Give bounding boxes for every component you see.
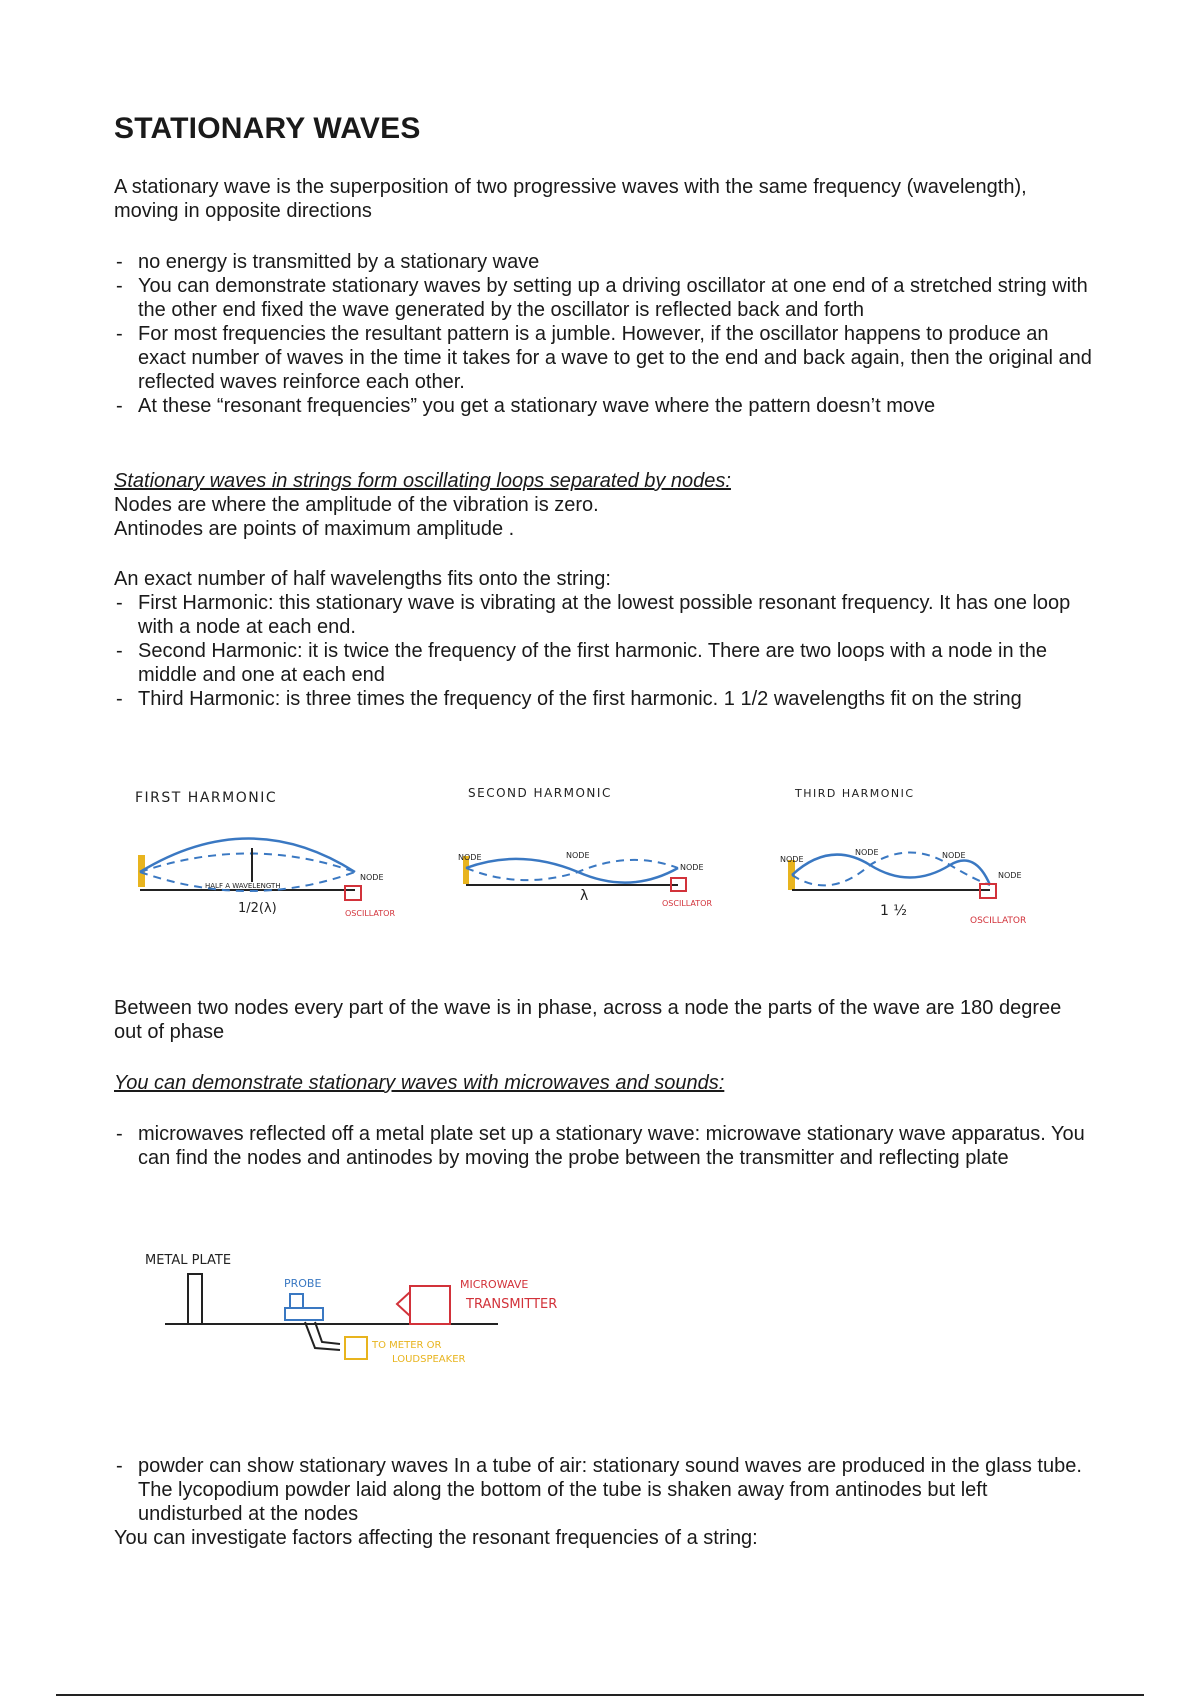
intro-paragraph: A stationary wave is the superposition of two progressive waves with the same frequency (wavelength), moving in opposite directions (114, 176, 1027, 222)
lambda-label: λ (580, 888, 589, 904)
node-label: NODE (780, 855, 804, 864)
harmonics-list (114, 591, 1094, 711)
wave-loop-solid (140, 839, 355, 873)
investigate-text: You can investigate factors affecting the resonant frequencies of a string: (114, 1527, 758, 1549)
probe-cable (305, 1322, 340, 1350)
node-label: NODE (680, 863, 704, 872)
wave-loop-solid (466, 859, 678, 883)
subheading-loops: Stationary waves in strings form oscillating loops separated by nodes: (114, 470, 731, 492)
oscillator-box (345, 886, 361, 900)
meter-label-line2: LOUDSPEAKER (392, 1354, 466, 1365)
half-lambda-label: 1/2(λ) (238, 901, 277, 916)
metal-plate (188, 1274, 202, 1324)
properties-list (114, 250, 1094, 418)
list-item: - no energy is transmitted by a stationary wave (114, 250, 1094, 274)
one-half-label: 1 ½ (880, 903, 907, 919)
first-harmonic-title: FIRST HARMONIC (135, 790, 278, 806)
harmonics-sketch (0, 760, 1200, 940)
node-label: NODE (855, 848, 879, 857)
oscillator-label: OSCILLATOR (970, 916, 1027, 926)
transmitter-box (410, 1286, 450, 1324)
list-item: - powder can show stationary waves In a tube of air: stationary sound waves are produced in the glass tube. The lycopodium powder laid along the bottom of the tube is shaken away from antinodes but left undisturbed at the nodes (114, 1454, 1094, 1526)
phase-paragraph: Between two nodes every part of the wave is in phase, across a node the parts of the wave are 180 degree out of phase (114, 997, 1062, 1043)
metal-plate-label: METAL PLATE (145, 1253, 232, 1268)
fixed-end-marker (788, 860, 795, 890)
oscillator-label: OSCILLATOR (662, 899, 713, 908)
meter-box (345, 1337, 367, 1359)
page-footer-rule (56, 1694, 1144, 1696)
probe-label: PROBE (284, 1277, 322, 1290)
probe-base (285, 1308, 323, 1320)
microwave-apparatus-sketch (0, 1238, 1200, 1388)
meter-label-line1: TO METER OR (372, 1340, 442, 1351)
half-wavelengths-text: An exact number of half wavelengths fits onto the string: (114, 568, 611, 590)
list-item: - First Harmonic: this stationary wave is vibrating at the lowest possible resonant frequency. It has one loop with a node at each end. (114, 591, 1094, 639)
nodes-definition: Nodes are where the amplitude of the vibration is zero. (114, 494, 599, 516)
third-harmonic-title: THIRD HARMONIC (795, 787, 915, 800)
half-wavelength-note: HALF A WAVELENGTH (205, 882, 281, 890)
list-item: - Third Harmonic: is three times the frequency of the first harmonic. 1 1/2 wavelengths fit on the string (114, 687, 1094, 711)
antinodes-definition: Antinodes are points of maximum amplitude . (114, 518, 515, 540)
list-item: - microwaves reflected off a metal plate set up a stationary wave: microwave stationary wave apparatus. You can find the nodes and antinodes by moving the probe between the transmitter and reflecting plate (114, 1122, 1094, 1170)
transmitter-label-line2: TRANSMITTER (466, 1297, 558, 1312)
page-title: STATIONARY WAVES (114, 112, 421, 145)
list-item: - You can demonstrate stationary waves by setting up a driving oscillator at one end of a stretched string with the other end fixed the wave generated by the oscillator is reflected back and forth (114, 274, 1094, 322)
list-item: - For most frequencies the resultant pattern is a jumble. However, if the oscillator happens to produce an exact number of waves in the time it takes for a wave to get to the end and back again, then the original and reflected waves reinforce each other. (114, 322, 1094, 394)
list-item: - Second Harmonic: it is twice the frequency of the first harmonic. There are two loops with a node in the middle and one at each end (114, 639, 1094, 687)
probe-body (290, 1294, 303, 1308)
node-label: NODE (998, 871, 1022, 880)
node-label: NODE (458, 853, 482, 862)
microwave-list (114, 1122, 1094, 1170)
node-label: NODE (360, 873, 384, 882)
probe-cable (315, 1322, 340, 1344)
second-harmonic-title: SECOND HARMONIC (468, 786, 612, 800)
list-item: - At these “resonant frequencies” you get a stationary wave where the pattern doesn’t move (114, 394, 1094, 418)
node-label: NODE (942, 851, 966, 860)
node-label: NODE (566, 851, 590, 860)
transmitter-horn (397, 1292, 410, 1316)
subheading-microwaves: You can demonstrate stationary waves with microwaves and sounds: (114, 1072, 725, 1094)
transmitter-label-line1: MICROWAVE (460, 1278, 529, 1291)
powder-list (114, 1454, 1094, 1526)
oscillator-label: OSCILLATOR (345, 909, 396, 918)
